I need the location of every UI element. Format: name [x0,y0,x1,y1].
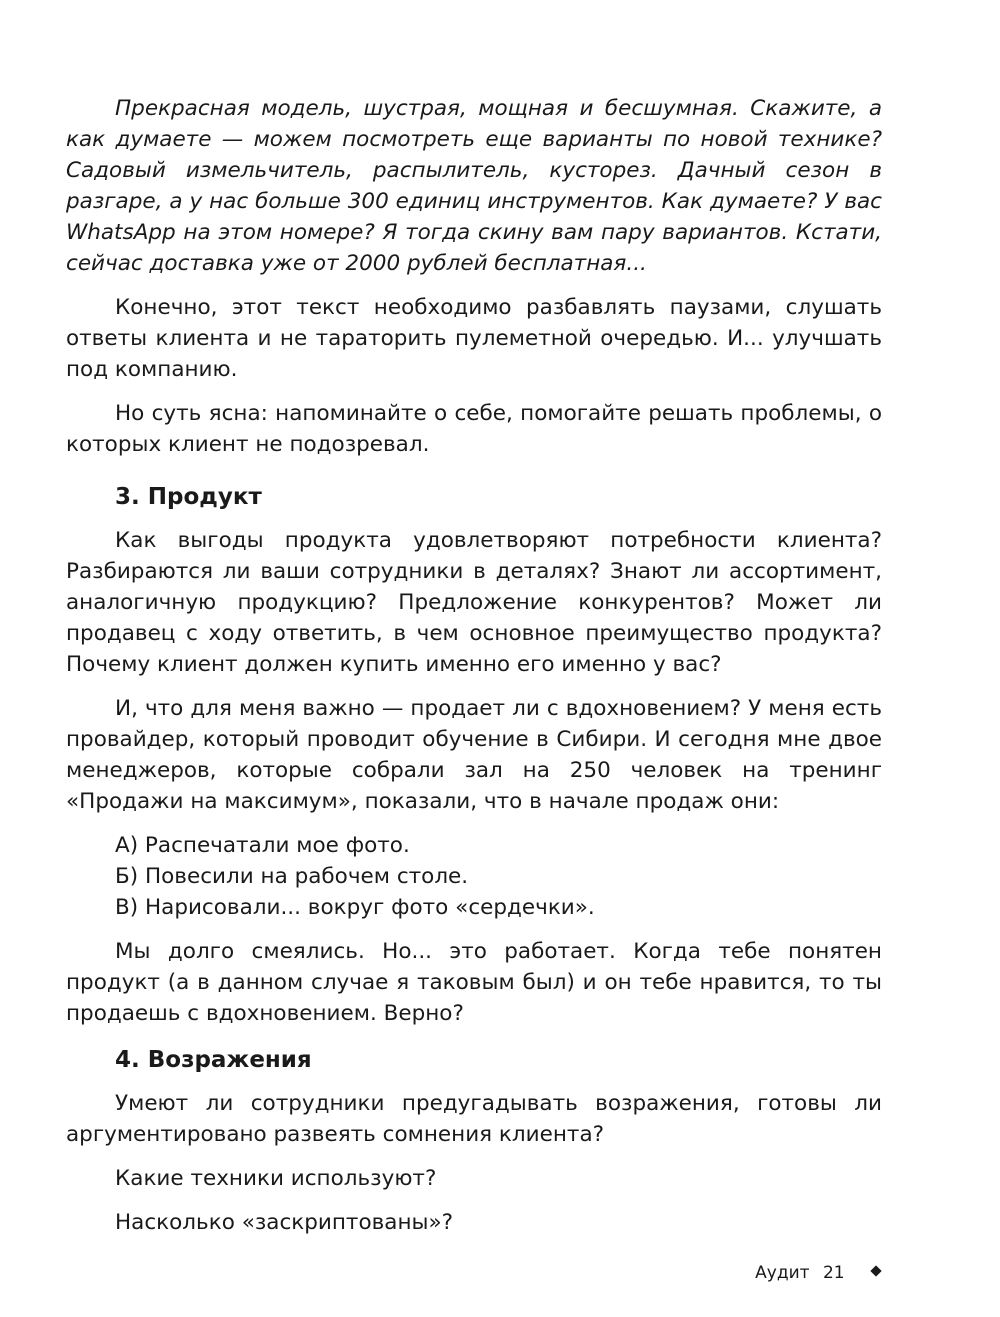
list-item: А) Распечатали мое фото. [115,833,410,858]
quote-paragraph: Прекрасная модель, шустрая, мощная и бесшумная. Скажите, а как думаете — можем посмотреть еще варианты по новой технике? Садовый измельчитель, распылитель, кусторез. Дачный сезон в разгаре, а у нас больше 300 единиц инструментов. Как думаете? У вас WhatsApp на этом номере? Я тогда скину вам пару вариантов. Кстати, сейчас доставка уже от 2000 рублей бесплатная... [66,96,882,276]
paragraph: Умеют ли сотрудники предугадывать возражения, готовы ли аргументировано развеять сомнения клиента? [66,1091,882,1147]
section-objections [66,1045,882,1238]
paragraph: Насколько «заскриптованы»? [115,1210,454,1235]
paragraph: Какие техники используют? [115,1166,437,1191]
paragraph: Но суть ясна: напоминайте о себе, помогайте решать проблемы, о которых клиент не подозревал. [66,401,882,457]
text-block-top [66,93,882,460]
section-heading: 3. Продукт [115,484,262,510]
page-number: 21 [822,1263,845,1283]
paragraph: Конечно, этот текст необходимо разбавлять паузами, слушать ответы клиента и не тараторить пулеметной очередью. И... улучшать под компанию. [66,295,882,382]
list [66,830,882,923]
page-footer [680,1262,880,1284]
section-heading: 4. Возражения [115,1047,312,1073]
list-item: Б) Повесили на рабочем столе. [115,864,469,889]
running-title: Аудит [755,1263,810,1283]
list-item: В) Нарисовали... вокруг фото «сердечки». [115,895,595,920]
section-product [66,482,882,1029]
paragraph: И, что для меня важно — продает ли с вдохновением? У меня есть провайдер, который проводит обучение в Сибири. И сегодня мне двое менеджеров, которые собрали зал на 250 человек на тренинг «Продажи на максимум», показали, что в начале продаж они: [66,696,882,814]
paragraph: Как выгоды продукта удовлетворяют потребности клиента? Разбираются ли ваши сотрудники в деталях? Знают ли ассортимент, аналогичную продукцию? Предложение конкурентов? Может ли продавец с ходу ответить, в чем основное преимущество продукта? Почему клиент должен купить именно его именно у вас? [66,528,882,677]
diamond-icon [870,1265,881,1276]
paragraph: Мы долго смеялись. Но... это работает. Когда тебе понятен продукт (а в данном случае я таковым был) и он тебе нравится, то ты продаешь с вдохновением. Верно? [66,939,882,1026]
